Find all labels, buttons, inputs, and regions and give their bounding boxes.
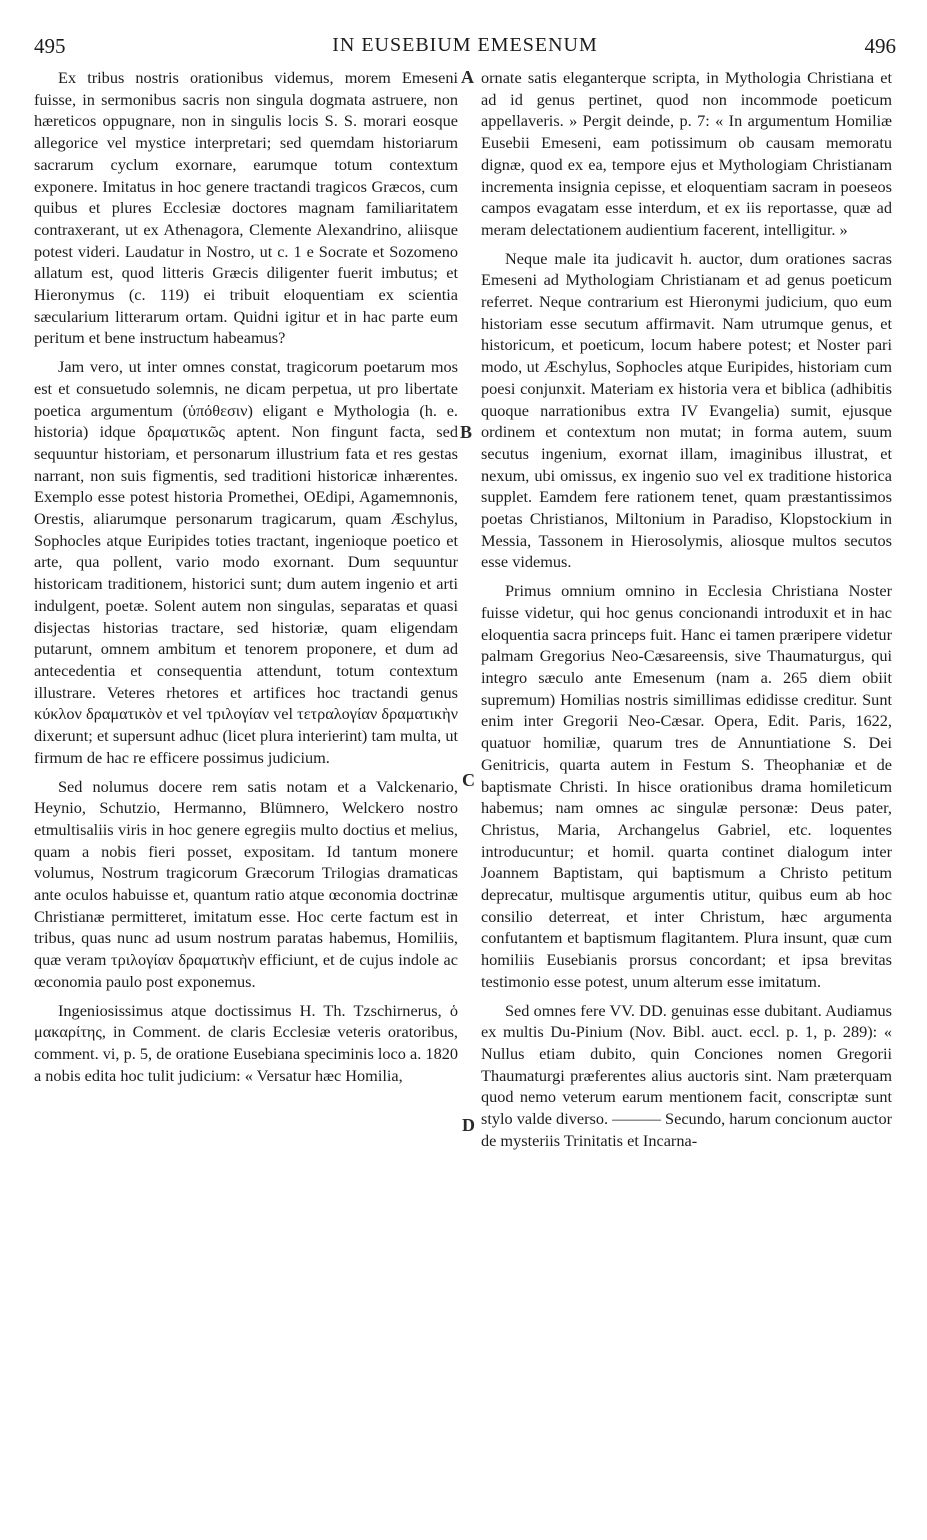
section-marker-a: A (461, 67, 474, 87)
page-number-right: 496 (864, 34, 896, 58)
right-paragraph-3: Primus omnium omnino in Ecclesia Christiana Noster fuisse videtur, qui hoc genus concionandi introduxit et in hac eloquentia sacra princeps fuit. Hanc ei tamen præripere videtur palmam Gregorius Neo-Cæsareensis, sive Thaumaturgus, qui integro sæculo ante Emesenum (nam a. 265 diem obiit supremum) Homilias nostris simillimas edidisse creditur. Sunt enim inter Gregorii Neo-Cæsar. Opera, Edit. Paris, 1622, quatuor homiliæ, quarum tres de Annuntiatione S. Dei Genitricis, quarta autem in Festum S. Theophaniæ et de baptismate Christi. In hisce orationibus drama homileticum habemus; nam omnes ac singulæ personæ: Deus pater, Christus, Maria, Archangelus Gabriel, etc. loquentes introducuntur; et homil. quarta continet dialogum inter Joannem Baptistam, qui baptismum a Christo petitum deprecatur, multisque argumentis utitur, quibus eum ab hoc consilio deterreat, et inter Christum, hæc argumenta confutantem et baptismum flagitantem. Plura insunt, quæ cum homiliis Eusebianis prorsus concordant; et ipsa brevitas testimonio esse potest, unum alterum esse imitatum. (481, 581, 892, 991)
left-paragraph-2: Jam vero, ut inter omnes constat, tragicorum poetarum mos est et consuetudo solemnis, ne dicam perpetua, ut pro libertate poetica argumentum (ὑπόθεσιν) eligant e Mythologia (h. e. historia) idque δραματικῶς aptent. Non fingunt facta, sed sequuntur historiam, et personarum illustrium fata et res gestas narrant, non suis figmentis, sed traditioni historicæ inhærentes. Exemplo esse potest historia Promethei, OEdipi, Agamemnonis, Orestis, aliarumque personarum tragicarum, quam Æschylus, Sophocles atque Euripides toties tractant, ingenioque poetico et arte, qua pollent, vario modo exornant. Dum sequuntur historicam traditionem, historici sunt; dum autem ingenio et arti indulgent, poetæ. Solent autem non singulas, separatas et quasi disjectas historias tractare, sed historiæ, quam eligendam putarunt, omnem ambitum et tenorem proponere, et dum ad antecedentia et consequentia attendunt, totum contextum illustrare. Veteres rhetores et artifices hoc tractandi genus κύκλον δραματικὸν et vel τριλογίαν vel τετραλογίαν δραματικὴν dixerunt; et supersunt adhuc (licet plura interierint) tam multa, ut firmum de hac re efficere possimus judicium. (34, 357, 458, 767)
page-header (34, 34, 896, 64)
right-column (481, 67, 892, 1158)
right-paragraph-2: Neque male ita judicavit h. auctor, dum orationes sacras Emeseni ad Mythologiam Christianam et ad genus poeticum referret. Neque contrarium est Hieronymi judicium, quo eum historiam esse secutum affirmavit. Nam utrumque genus, et historicum, et poeticum, locum habere potest; et Noster pari modo, ut Æschylus, Sophocles atque Euripides, historiam cum poesi conjunxit. Materiam ex historia vera et biblica (adhibitis quoque narrationibus extra IV Evangelia) sumit, ejusque ordinem et contextum non mutat; in forma autem, suum secutus ingenium, exornat illam, imaginibus illustrat, et nexum, ubi omissus, ex ingenio suo vel ex traditione historica supplet. Eamdem fere rationem tenet, quam præstantissimos poetas Christianos, Miltonium in Paradiso, Klopstockium in Messia, Tassonem in Hierosolymis, aliosque multos secutos esse videmus. (481, 248, 892, 572)
left-column (34, 67, 458, 1093)
section-marker-b: B (460, 422, 473, 442)
left-paragraph-4: Ingeniosissimus atque doctissimus H. Th. Tzschirnerus, ὁ μακαρίτης, in Comment. de claris Ecclesiæ veteris oratoribus, comment. vi, p. 5, de oratione Eusebiana speciminis loco a. 1820 a nobis edita hoc tulit judicium: « Versatur hæc Homilia, (34, 1000, 458, 1085)
section-marker-d: D (462, 1115, 475, 1135)
left-paragraph-3: Sed nolumus docere rem satis notam et a Valckenario, Heynio, Schutzio, Hermanno, Blümnero, Welckero nostro etmultisaliis viris in hoc genere egregiis multo doctius et melius, quam a nobis fieri posset, expositam. Id tantum monere volumus, Nostrum tragicorum Græcorum Trilogias dramaticas ante oculos habuisse et, quantum ratio atque œconomia doctrinæ Christianæ permitteret, imitatum esse. Hoc certe factum est in tribus, quas nunc ad usum nostrum paratas habemus, Homiliis, quæ veram τριλογίαν δραματικὴν efficiunt, et de cujus indole ac œconomia paulo post exponemus. (34, 776, 458, 991)
running-title: IN EUSEBIUM EMESENUM (332, 34, 598, 56)
page-number-left: 495 (34, 34, 66, 58)
right-paragraph-1: ornate satis eleganterque scripta, in Mythologia Christiana et ad id genus pertinet, quod non incommode poeticum appellaveris. » Pergit deinde, p. 7: « In argumentum Homiliæ Eusebii Emeseni, eam potissimum ob causam memoratu dignæ, quod ex ea, tempore ejus et Mythologiam Christianam incrementa insignia cepisse, et eloquentiam sacram in poeseos campos evagatam esse interdum, et ex iis reportasse, quæ ad meram delectationem audientium facerent, intelligitur. » (481, 68, 892, 239)
left-paragraph-1: Ex tribus nostris orationibus videmus, morem Emeseni fuisse, in sermonibus sacris non singula dogmata astruere, non hæreticos oppugnare, non in singulis locis S. S. morari eosque allegorice vel mystice interpretari; sed quemdam historiarum sacrarum cyclum exornare, earumque totum contextum exponere. Imitatus in hoc genere tractandi tragicos Græcos, cum quibus et plures Ecclesiæ doctores magnam familiaritatem contraxerant, ut ex Athenagora, Clemente Alexandrino, aliisque potest videri. Laudatur in Nostro, ut c. 1 e Socrate et Sozomeno allatum est, quod litteris Græcis diligenter fuerit imbutus; et Hieronymus (c. 119) ei tribuit eloquentiam ex scientia sæcularium litterarum ortam. Quidni igitur et in hac parte eum peritum et bene instructum habeamus? (34, 68, 458, 348)
section-marker-c: C (462, 770, 475, 790)
right-paragraph-4: Sed omnes fere VV. DD. genuinas esse dubitant. Audiamus ex multis Du-Pinium (Nov. Bibl. auct. eccl. p. 1, p. 289): « Nullus etiam dubito, quin Conciones nomen Gregorii Thaumaturgi præferentes alius auctoris sint. Nam præterquam quod nemo veterum earum mentionem facit, conscriptæ sunt stylo valde diverso. ——— Secundo, harum concionum auctor de mysteriis Trinitatis et Incarna- (481, 1000, 893, 1150)
